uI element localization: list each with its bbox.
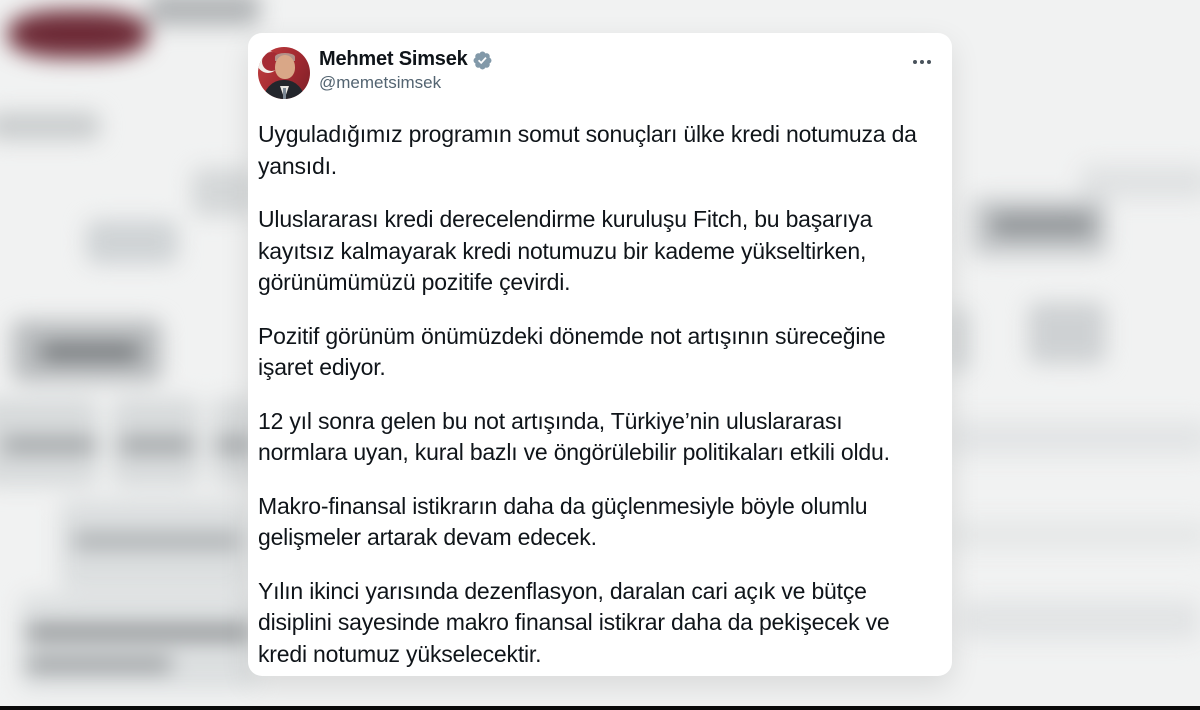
blurred-text-line bbox=[26, 660, 172, 669]
tweet-paragraph: Uyguladığımız programın somut sonuçları ülke kredi notumuza da yansıdı. bbox=[258, 121, 917, 179]
tweet-text bbox=[258, 119, 936, 670]
blurred-block bbox=[960, 600, 1200, 640]
blurred-block bbox=[148, 0, 260, 26]
blurred-text-line bbox=[40, 345, 140, 359]
avatar-tie bbox=[283, 88, 286, 99]
avatar-face bbox=[275, 55, 295, 79]
blurred-block bbox=[1080, 165, 1200, 199]
blurred-block bbox=[0, 112, 100, 140]
tweet-paragraph: Makro-finansal istikrarın daha da güçlenmesiyle böyle olumlu gelişmeler artarak devam edecek. bbox=[258, 492, 868, 550]
blurred-block bbox=[1028, 302, 1106, 364]
blurred-block bbox=[950, 420, 1200, 456]
blurred-block bbox=[20, 595, 256, 690]
blurred-text-line bbox=[990, 214, 1095, 236]
blurred-block bbox=[192, 168, 254, 216]
more-menu-button[interactable] bbox=[908, 55, 936, 69]
tweet-header bbox=[258, 47, 936, 99]
blurred-text-line bbox=[2, 440, 98, 450]
tweet-paragraph: Yılın ikinci yarısında dezenflasyon, daralan cari açık ve bütçe disiplini sayesinde makro finansal istikrar daha da pekişecek ve kredi notumuz yükselecektir. bbox=[258, 577, 890, 667]
author-handle: @memetsimsek bbox=[319, 73, 442, 92]
avatar[interactable] bbox=[258, 47, 310, 99]
blurred-text-line bbox=[72, 536, 242, 546]
tweet-paragraph: 12 yıl sonra gelen bu not artışında, Türkiye’nin uluslararası normlara uyan, kural bazlı ve öngörülebilir politikaları etkili oldu. bbox=[258, 407, 890, 465]
three-dots-icon bbox=[912, 59, 932, 65]
blurred-text-line bbox=[118, 440, 194, 450]
verified-badge-icon bbox=[472, 50, 493, 71]
author-block[interactable] bbox=[319, 47, 493, 94]
blurred-logo-red bbox=[8, 10, 148, 58]
blurred-block bbox=[86, 220, 178, 264]
tweet-paragraph: Uluslararası kredi derecelendirme kuruluşu Fitch, bu başarıya kayıtsız kalmayarak kredi notumuzu bir kademe yükseltirken, görünümümüzü pozitife çevirdi. bbox=[258, 206, 873, 295]
tweet-paragraph: Pozitif görünüm önümüzdeki dönemde not artışının süreceğine işaret ediyor. bbox=[258, 322, 886, 380]
author-name: Mehmet Simsek bbox=[319, 48, 468, 70]
bottom-black-bar bbox=[0, 706, 1200, 710]
blurred-text-line bbox=[26, 628, 252, 637]
tweet-card bbox=[248, 33, 952, 676]
blurred-block bbox=[950, 520, 1200, 550]
